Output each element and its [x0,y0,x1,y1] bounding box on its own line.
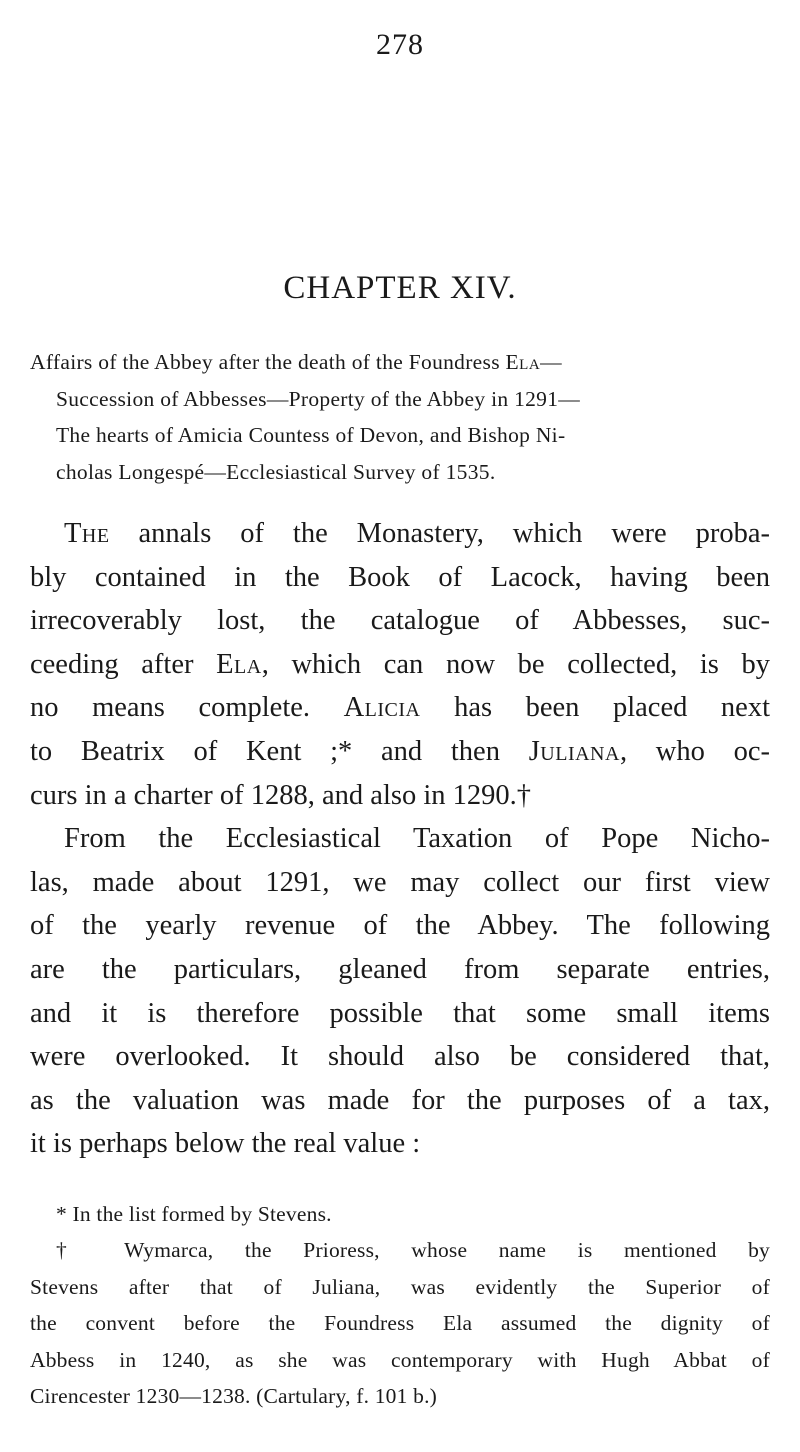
footnotes [30,1196,770,1414]
page-number: 278 [376,28,424,61]
paragraph-line: it is perhaps below the real value : [30,1128,421,1160]
name-juliana: Juliana [528,735,620,767]
footnote-dagger-line: Cirencester 1230—1238. (Cartulary, f. 101 b.) [30,1384,438,1409]
name-alicia: Alicia [343,692,421,724]
paragraph-line: irrecoverably lost, the catalogue of Abbesses, suc- [30,605,770,637]
drop-word: The [64,518,110,549]
paragraph-line: to Beatrix of Kent ;* and then Juliana, who oc- [30,735,770,767]
paragraph-line: of the yearly revenue of the Abbey. The following [30,910,770,942]
body-text [30,512,770,1166]
chapter-title: CHAPTER XIV. [283,270,517,306]
paragraph-line: were overlooked. It should also be considered that, [30,1041,770,1073]
footnote-dagger-line: the convent before the Foundress Ela assumed the dignity of [30,1311,770,1336]
synopsis-name-ela: Ela— [505,350,563,374]
paragraph-line: and it is therefore possible that some small items [30,997,770,1029]
paragraph-line: curs in a charter of 1288, and also in 1290.† [30,779,531,811]
paragraph-line: no means complete. Alicia has been placed next [30,692,770,724]
footnote-asterisk: * In the list formed by Stevens. [56,1202,332,1226]
footnote-dagger-line: Abbess in 1240, as she was contemporary with Hugh Abbat of [30,1347,770,1372]
name-ela: Ela [216,648,262,680]
synopsis-line: Succession of Abbesses—Property of the Abbey in 1291— [56,386,581,411]
paragraph-line: as the valuation was made for the purposes of a tax, [30,1084,770,1116]
footnote-dagger-line: Stevens after that of Juliana, was evidently the Superior of [30,1274,770,1299]
paragraph-line: bly contained in the Book of Lacock, having been [30,561,770,593]
synopsis-line: cholas Longespé—Ecclesiastical Survey of 1535. [56,459,496,484]
chapter-synopsis [30,344,770,490]
paragraph-line: las, made about 1291, we may collect our first view [30,866,770,898]
paragraph-line: The annals of the Monastery, which were proba- [64,518,770,549]
paragraph-line: ceeding after Ela, which can now be collected, is by [30,648,770,680]
synopsis-line: Affairs of the Abbey after the death of the Foundress Ela— [30,350,563,374]
paragraph-line: are the particulars, gleaned from separate entries, [30,953,770,985]
paragraph-line: From the Ecclesiastical Taxation of Pope Nicho- [64,823,770,855]
footnote-dagger-line: † Wymarca, the Prioress, whose name is mentioned by [56,1238,770,1263]
synopsis-line: The hearts of Amicia Countess of Devon, and Bishop Ni- [56,423,566,447]
